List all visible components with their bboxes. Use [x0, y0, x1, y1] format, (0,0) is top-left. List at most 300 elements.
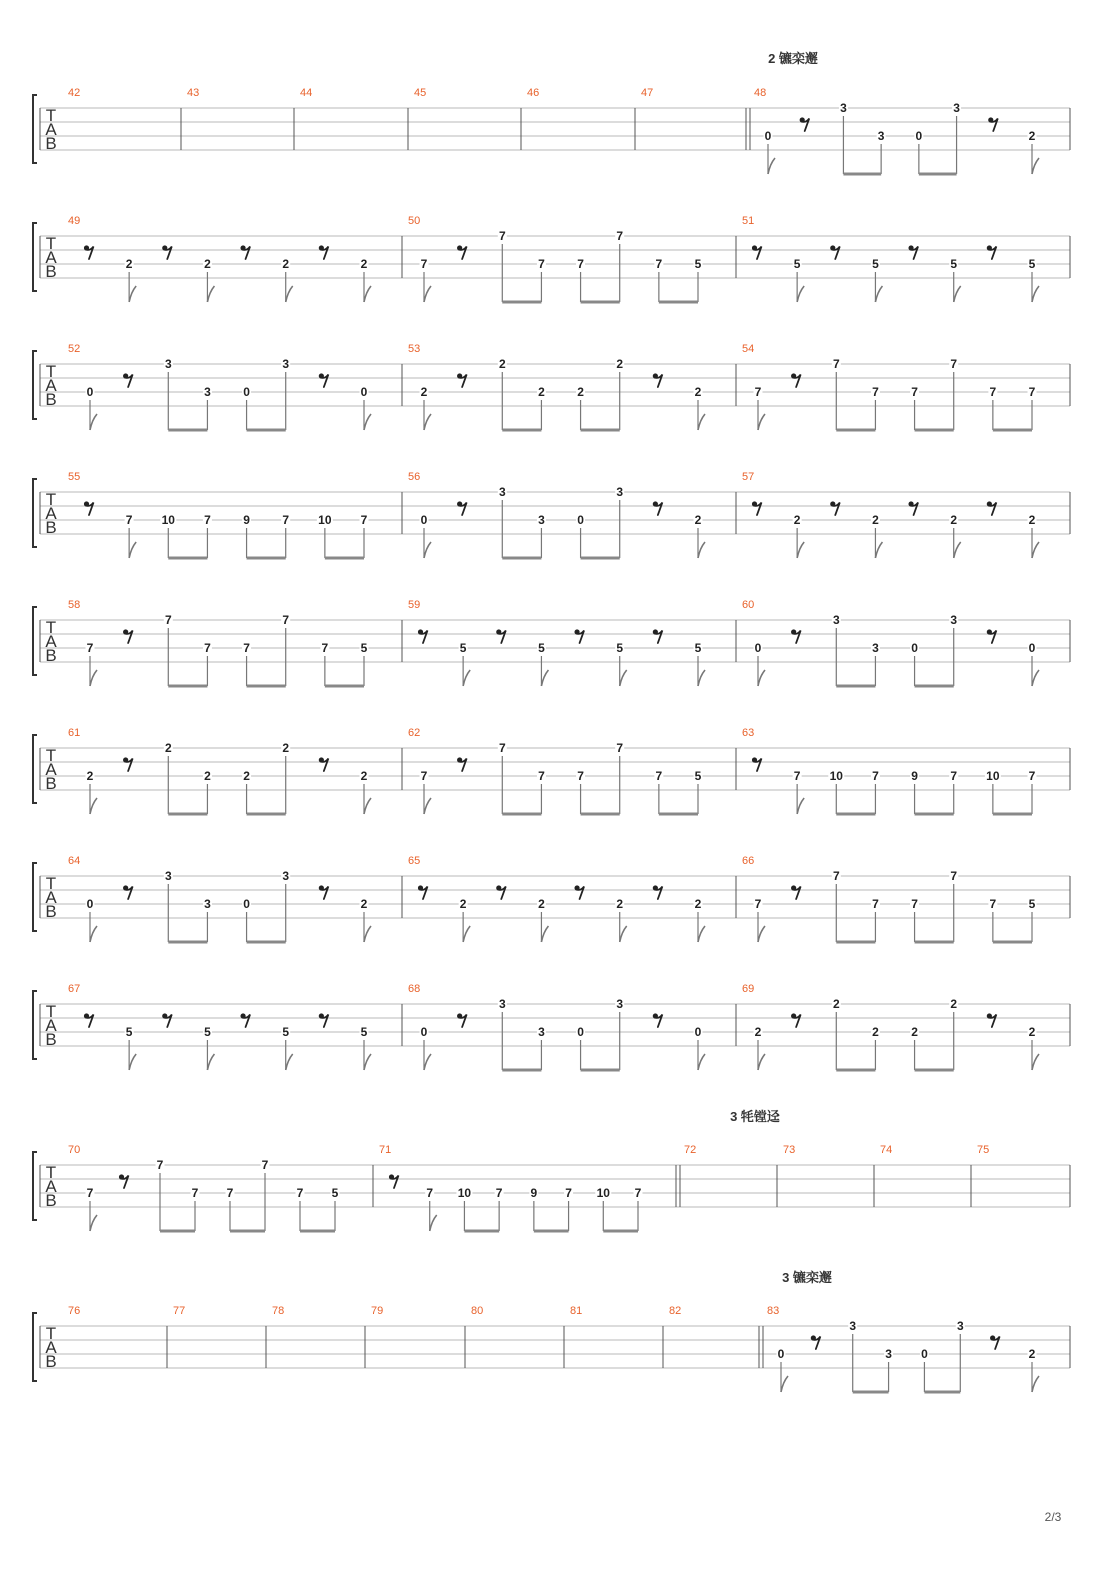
eighth-rest — [987, 501, 997, 515]
fret-number: 3 — [849, 1319, 857, 1333]
fret-number: 2 — [360, 897, 368, 911]
fret-number: 5 — [331, 1186, 339, 1200]
measure-number: 81 — [570, 1305, 583, 1317]
fret-number: 7 — [495, 1186, 503, 1200]
eighth-rest — [389, 1174, 399, 1188]
fret-number: 0 — [921, 1347, 928, 1361]
fret-number: 2 — [204, 257, 211, 271]
fret-number: 7 — [538, 257, 545, 271]
fret-number: 2 — [1028, 129, 1036, 143]
eighth-rest — [653, 501, 663, 515]
fret-number: 5 — [1028, 897, 1036, 911]
eighth-rest — [987, 245, 997, 259]
fret-number: 7 — [86, 1186, 94, 1200]
measure-number: 76 — [68, 1305, 81, 1317]
fret-number: 3 — [616, 485, 624, 499]
fret-number: 5 — [282, 1025, 290, 1039]
eighth-rest — [496, 629, 506, 643]
measure — [408, 471, 736, 558]
note-flag — [90, 670, 97, 686]
measure-number: 61 — [68, 727, 81, 739]
fret-number: 2 — [125, 257, 133, 271]
note-flag — [954, 286, 961, 302]
fret-number: 7 — [164, 613, 172, 627]
measure — [408, 727, 736, 814]
fret-number: 7 — [420, 769, 428, 783]
fret-number: 7 — [360, 513, 368, 527]
note-flag — [875, 286, 882, 302]
fret-number: 0 — [420, 513, 428, 527]
fret-number: 7 — [204, 641, 211, 655]
tab-clef-letter: A — [45, 1016, 57, 1035]
system-bracket — [33, 1313, 37, 1381]
system-bracket — [33, 607, 37, 675]
fret-number: 3 — [956, 1319, 964, 1333]
fret-number: 9 — [911, 769, 918, 783]
eighth-rest — [457, 373, 467, 387]
tab-clef-letter: B — [45, 1030, 57, 1049]
tab-clef-letter: T — [45, 234, 57, 253]
system-bracket — [33, 223, 37, 291]
fret-number: 7 — [282, 613, 290, 627]
eighth-rest — [752, 245, 762, 259]
fret-number: 7 — [204, 513, 211, 527]
tab-clef-letter: B — [45, 1352, 57, 1371]
fret-number: 2 — [498, 357, 506, 371]
system-bracket — [33, 735, 37, 803]
fret-number: 2 — [538, 385, 545, 399]
fret-number: 5 — [616, 641, 624, 655]
note-flag — [463, 926, 470, 942]
measure — [187, 87, 294, 150]
note-flag — [364, 286, 371, 302]
note-flag — [364, 926, 371, 942]
note-flag — [424, 286, 431, 302]
measure-number: 82 — [669, 1305, 682, 1317]
fret-number: 5 — [125, 1025, 133, 1039]
fret-number: 10 — [596, 1186, 610, 1200]
fret-number: 7 — [538, 769, 545, 783]
fret-number: 3 — [832, 613, 840, 627]
eighth-rest — [653, 1013, 663, 1027]
note-flag — [781, 1376, 788, 1392]
tab-clef-letter: T — [45, 1163, 57, 1182]
fret-number: 0 — [754, 641, 762, 655]
measure-number: 55 — [68, 471, 81, 483]
fret-number: 7 — [989, 385, 997, 399]
fret-number: 2 — [204, 769, 211, 783]
fret-number: 2 — [872, 1025, 879, 1039]
tab-clef-letter: A — [45, 1177, 57, 1196]
tab-clef-letter: A — [45, 376, 57, 395]
measure-number: 43 — [187, 87, 200, 99]
fret-number: 10 — [457, 1186, 472, 1200]
eighth-rest — [84, 501, 94, 515]
fret-number: 3 — [498, 485, 506, 499]
note-flag — [698, 542, 705, 558]
eighth-rest — [123, 373, 133, 387]
fret-number: 2 — [950, 513, 958, 527]
fret-number: 7 — [911, 385, 918, 399]
tab-clef-letter: T — [45, 1324, 57, 1343]
fret-number: 2 — [86, 769, 94, 783]
fret-number: 0 — [577, 1025, 584, 1039]
fret-number: 7 — [950, 869, 958, 883]
fret-number: 0 — [243, 897, 250, 911]
tab-clef-letter: B — [45, 1191, 57, 1210]
fret-number: 0 — [911, 641, 918, 655]
fret-number: 7 — [498, 229, 506, 243]
measure-number: 52 — [68, 343, 81, 355]
note-flag — [758, 926, 765, 942]
eighth-rest — [791, 373, 801, 387]
tab-system — [33, 343, 1070, 430]
fret-number: 5 — [204, 1025, 211, 1039]
note-flag — [620, 670, 627, 686]
fret-number: 2 — [793, 513, 801, 527]
note-flag — [424, 1054, 431, 1070]
fret-number: 2 — [832, 997, 840, 1011]
eighth-rest — [418, 629, 428, 643]
fret-number: 5 — [694, 257, 702, 271]
tab-clef-letter: B — [45, 262, 57, 281]
tab-clef-letter: T — [45, 1002, 57, 1021]
measure — [680, 1144, 777, 1207]
tab-system — [33, 727, 1070, 814]
note-flag — [758, 670, 765, 686]
page-number: 2/3 — [1044, 1510, 1062, 1524]
eighth-rest — [457, 1013, 467, 1027]
fret-number: 7 — [950, 769, 958, 783]
tab-clef-letter: T — [45, 490, 57, 509]
eighth-rest — [162, 1013, 172, 1027]
fret-number: 10 — [161, 513, 175, 527]
tab-clef-letter: B — [45, 518, 57, 537]
measure — [68, 1144, 373, 1231]
fret-number: 7 — [754, 385, 762, 399]
measure — [641, 87, 746, 150]
system-bracket — [33, 863, 37, 931]
measure — [742, 983, 1070, 1070]
note-flag — [797, 798, 804, 814]
measure — [68, 727, 402, 814]
measure-number: 54 — [742, 343, 755, 355]
eighth-rest — [319, 885, 329, 899]
measure — [68, 343, 402, 430]
fret-number: 3 — [840, 101, 847, 115]
measure — [68, 215, 402, 302]
fret-number: 0 — [915, 129, 923, 143]
fret-number: 2 — [360, 769, 368, 783]
fret-number: 2 — [754, 1025, 762, 1039]
measure — [68, 471, 402, 558]
fret-number: 5 — [1028, 257, 1036, 271]
system-bracket — [33, 479, 37, 547]
tab-clef-letter: A — [45, 632, 57, 651]
measure-number: 58 — [68, 599, 81, 611]
fret-number: 3 — [204, 385, 211, 399]
measure-number: 80 — [471, 1305, 484, 1317]
section-label: 2 镳栾邂 — [768, 51, 818, 66]
fret-number: 7 — [1028, 385, 1036, 399]
fret-number: 2 — [1028, 1347, 1036, 1361]
fret-number: 7 — [426, 1186, 434, 1200]
fret-number: 3 — [498, 997, 506, 1011]
fret-number: 2 — [164, 741, 172, 755]
fret-number: 3 — [282, 869, 290, 883]
fret-number: 3 — [538, 513, 545, 527]
note-flag — [541, 926, 548, 942]
note-flag — [286, 286, 293, 302]
fret-number: 7 — [156, 1158, 164, 1172]
tab-clef-letter: T — [45, 106, 57, 125]
measure — [408, 983, 736, 1070]
tab-clef-letter: A — [45, 120, 57, 139]
tab-system — [33, 215, 1070, 302]
note-flag — [1032, 158, 1039, 174]
note-flag — [758, 1054, 765, 1070]
note-flag — [207, 1054, 214, 1070]
fret-number: 7 — [655, 257, 663, 271]
fret-number: 2 — [577, 385, 584, 399]
fret-number: 2 — [459, 897, 467, 911]
tab-clef-letter: T — [45, 746, 57, 765]
eighth-rest — [240, 1013, 250, 1027]
measure — [570, 1305, 663, 1368]
fret-number: 0 — [86, 385, 94, 399]
note-flag — [286, 1054, 293, 1070]
measure — [742, 471, 1070, 558]
eighth-rest — [418, 885, 428, 899]
eighth-rest — [653, 373, 663, 387]
fret-number: 7 — [989, 897, 997, 911]
fret-number: 0 — [86, 897, 94, 911]
measure-number: 83 — [767, 1305, 780, 1317]
eighth-rest — [811, 1335, 821, 1349]
note-flag — [90, 1215, 97, 1231]
measure — [408, 855, 736, 942]
measure-number: 59 — [408, 599, 421, 611]
eighth-rest — [908, 501, 918, 515]
fret-number: 0 — [360, 385, 368, 399]
note-flag — [698, 414, 705, 430]
fret-number: 7 — [565, 1186, 572, 1200]
note-flag — [430, 1215, 437, 1231]
note-flag — [698, 1054, 705, 1070]
measure — [742, 855, 1070, 942]
section-label: 3 镳栾邂 — [782, 1270, 832, 1285]
note-flag — [758, 414, 765, 430]
eighth-rest — [84, 1013, 94, 1027]
fret-number: 5 — [459, 641, 467, 655]
fret-number: 7 — [282, 513, 290, 527]
fret-number: 0 — [777, 1347, 785, 1361]
fret-number: 7 — [125, 513, 133, 527]
fret-number: 3 — [204, 897, 211, 911]
fret-number: 7 — [950, 357, 958, 371]
eighth-rest — [987, 629, 997, 643]
fret-number: 5 — [793, 257, 801, 271]
fret-number: 3 — [950, 613, 958, 627]
fret-number: 3 — [872, 641, 879, 655]
measure — [742, 727, 1070, 814]
measure — [471, 1305, 564, 1368]
fret-number: 2 — [1028, 1025, 1036, 1039]
measure — [669, 1305, 759, 1368]
fret-number: 2 — [872, 513, 879, 527]
note-flag — [463, 670, 470, 686]
eighth-rest — [319, 373, 329, 387]
note-flag — [364, 798, 371, 814]
eighth-rest — [457, 245, 467, 259]
eighth-rest — [162, 245, 172, 259]
system-bracket — [33, 351, 37, 419]
eighth-rest — [119, 1174, 129, 1188]
note-flag — [1032, 286, 1039, 302]
note-flag — [129, 1054, 136, 1070]
fret-number: 2 — [694, 513, 702, 527]
tab-clef-letter: B — [45, 646, 57, 665]
tab-system — [33, 983, 1070, 1070]
fret-number: 7 — [754, 897, 762, 911]
tab-system — [33, 855, 1070, 942]
tab-system — [33, 1270, 1070, 1392]
fret-number: 0 — [243, 385, 250, 399]
fret-number: 10 — [318, 513, 332, 527]
tab-clef-letter: B — [45, 774, 57, 793]
measure — [742, 599, 1070, 686]
fret-number: 7 — [872, 769, 879, 783]
fret-number: 2 — [360, 257, 368, 271]
note-flag — [768, 158, 775, 174]
tab-system — [33, 471, 1070, 558]
measure-number: 69 — [742, 983, 755, 995]
measure-number: 70 — [68, 1144, 81, 1156]
fret-number: 0 — [1028, 641, 1036, 655]
measure — [977, 1144, 1070, 1207]
fret-number: 2 — [616, 357, 624, 371]
measure — [783, 1144, 874, 1207]
eighth-rest — [319, 245, 329, 259]
eighth-rest — [752, 757, 762, 771]
eighth-rest — [319, 1013, 329, 1027]
measure — [408, 215, 736, 302]
fret-number: 7 — [261, 1158, 269, 1172]
measure-number: 65 — [408, 855, 421, 867]
fret-number: 7 — [616, 229, 624, 243]
fret-number: 7 — [1028, 769, 1036, 783]
measure — [414, 87, 521, 150]
fret-number: 5 — [360, 1025, 368, 1039]
fret-number: 5 — [360, 641, 368, 655]
fret-number: 7 — [793, 769, 801, 783]
note-flag — [698, 926, 705, 942]
measure-number: 64 — [68, 855, 81, 867]
fret-number: 7 — [634, 1186, 642, 1200]
fret-number: 2 — [538, 897, 545, 911]
measure-number: 68 — [408, 983, 421, 995]
measure — [880, 1144, 971, 1207]
note-flag — [424, 542, 431, 558]
tab-clef-letter: T — [45, 618, 57, 637]
eighth-rest — [123, 885, 133, 899]
fret-number: 7 — [616, 741, 624, 755]
measure-number: 47 — [641, 87, 654, 99]
note-flag — [424, 414, 431, 430]
fret-number: 2 — [420, 385, 428, 399]
eighth-rest — [908, 245, 918, 259]
note-flag — [1032, 1376, 1039, 1392]
tab-clef-letter: A — [45, 504, 57, 523]
measure-number: 46 — [527, 87, 540, 99]
note-flag — [364, 414, 371, 430]
eighth-rest — [574, 885, 584, 899]
note-flag — [620, 926, 627, 942]
tab-clef-letter: A — [45, 1338, 57, 1357]
fret-number: 5 — [694, 641, 702, 655]
note-flag — [129, 286, 136, 302]
eighth-rest — [84, 245, 94, 259]
fret-number: 9 — [243, 513, 250, 527]
measure — [68, 87, 181, 150]
measure — [750, 87, 1070, 174]
measure-number: 78 — [272, 1305, 285, 1317]
eighth-rest — [319, 757, 329, 771]
system-bracket — [33, 95, 37, 163]
tab-system — [33, 599, 1070, 686]
measure-number: 73 — [783, 1144, 796, 1156]
measure — [379, 1144, 676, 1231]
fret-number: 7 — [420, 257, 428, 271]
note-flag — [875, 542, 882, 558]
tab-clef-letter: A — [45, 248, 57, 267]
measure-number: 60 — [742, 599, 755, 611]
system-bracket — [33, 991, 37, 1059]
measure-number: 57 — [742, 471, 755, 483]
fret-number: 10 — [986, 769, 1000, 783]
fret-number: 3 — [282, 357, 290, 371]
note-flag — [541, 670, 548, 686]
measure — [742, 343, 1070, 430]
fret-number: 7 — [191, 1186, 199, 1200]
eighth-rest — [830, 501, 840, 515]
fret-number: 3 — [538, 1025, 545, 1039]
eighth-rest — [988, 117, 998, 131]
fret-number: 7 — [296, 1186, 304, 1200]
eighth-rest — [240, 245, 250, 259]
measure-number: 42 — [68, 87, 81, 99]
note-flag — [90, 926, 97, 942]
fret-number: 2 — [950, 997, 958, 1011]
measure-number: 50 — [408, 215, 421, 227]
fret-number: 3 — [953, 101, 960, 115]
measure-number: 79 — [371, 1305, 384, 1317]
fret-number: 7 — [321, 641, 329, 655]
fret-number: 2 — [243, 769, 250, 783]
eighth-rest — [457, 757, 467, 771]
measure — [371, 1305, 465, 1368]
tab-clef-letter: B — [45, 390, 57, 409]
measure — [68, 599, 402, 686]
tab-system — [33, 51, 1070, 174]
fret-number: 5 — [872, 257, 879, 271]
measure-number: 71 — [379, 1144, 392, 1156]
eighth-rest — [990, 1335, 1000, 1349]
system-bracket — [33, 1152, 37, 1220]
fret-number: 0 — [420, 1025, 428, 1039]
measure-number: 72 — [684, 1144, 697, 1156]
note-flag — [129, 542, 136, 558]
